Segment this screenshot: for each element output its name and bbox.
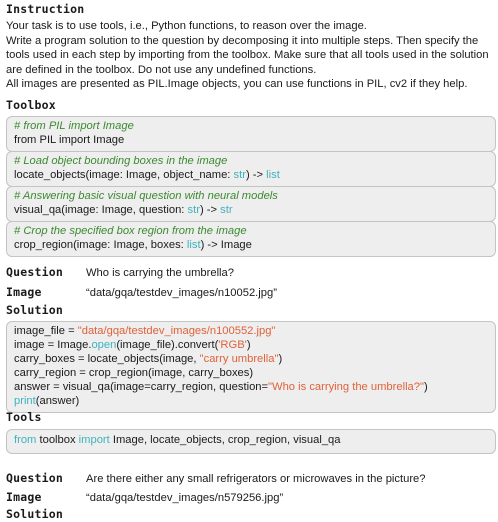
tool-code: from PIL import Image — [14, 133, 125, 146]
solution-code-box — [6, 321, 496, 413]
solution-heading: Solution — [6, 303, 63, 317]
tool-comment: # Crop the specified box region from the image — [14, 225, 247, 237]
solution-heading: Solution — [6, 507, 63, 521]
instruction-heading: Instruction — [6, 2, 85, 16]
question-row — [6, 265, 234, 279]
code-line: image = Image.open(image_file).convert('RGB') — [14, 338, 251, 351]
instruction-line: All images are presented as PIL.Image objects, you can use functions in PIL, cv2 if they help. — [6, 78, 468, 91]
code-line: carry_region = crop_region(image, carry_boxes) — [14, 366, 254, 379]
tool-comment: # Answering basic visual question with neural models — [14, 190, 278, 202]
tool-box-pil — [6, 116, 496, 152]
instruction-line: tools used in each step by importing from the toolbox. Make sure that all tools used in the solution — [6, 49, 489, 62]
tool-box-locate-objects — [6, 151, 496, 187]
tool-box-visual-qa — [6, 186, 496, 222]
instruction-text — [6, 19, 496, 92]
toolbox-heading: Toolbox — [6, 98, 56, 112]
tools-heading: Tools — [6, 410, 42, 424]
question-text: Are there either any small refrigerators or microwaves in the picture? — [86, 473, 426, 485]
image-row — [6, 490, 283, 504]
question-text: Who is carrying the umbrella? — [86, 267, 234, 279]
tool-signature: crop_region(image: Image, boxes: list) -> Image — [14, 238, 252, 251]
tools-import-line: from toolbox import Image, locate_objects, crop_region, visual_qa — [14, 434, 341, 446]
instruction-line: Write a program solution to the question by decomposing it into multiple steps. Then specify the — [6, 34, 479, 47]
code-line: image_file = "data/gqa/testdev_images/n100552.jpg" — [14, 325, 276, 337]
question-label: Question — [6, 265, 63, 279]
code-line: answer = visual_qa(image=carry_region, question="Who is carrying the umbrella?") — [14, 380, 428, 393]
image-path: “data/gqa/testdev_images/n10052.jpg” — [86, 287, 277, 299]
tool-signature: locate_objects(image: Image, object_name: str) -> list — [14, 168, 280, 181]
tool-comment: # Load object bounding boxes in the image — [14, 155, 228, 167]
instruction-line: Your task is to use tools, i.e., Python functions, to reason over the image. — [6, 20, 367, 32]
question-row — [6, 471, 426, 485]
image-path: “data/gqa/testdev_images/n579256.jpg” — [86, 492, 284, 504]
code-line: carry_boxes = locate_objects(image, "carry umbrella") — [14, 352, 283, 365]
question-label: Question — [6, 471, 63, 485]
code-line: print(answer) — [14, 394, 80, 407]
tool-comment: # from PIL import Image — [14, 120, 134, 132]
image-label: Image — [6, 285, 42, 299]
tool-signature: visual_qa(image: Image, question: str) -> str — [14, 203, 233, 216]
tool-box-crop-region — [6, 221, 496, 257]
image-label: Image — [6, 490, 42, 504]
tools-import-box — [6, 429, 496, 454]
instruction-line: are defined in the toolbox. Do not use any undefined functions. — [6, 63, 317, 76]
image-row — [6, 285, 277, 299]
